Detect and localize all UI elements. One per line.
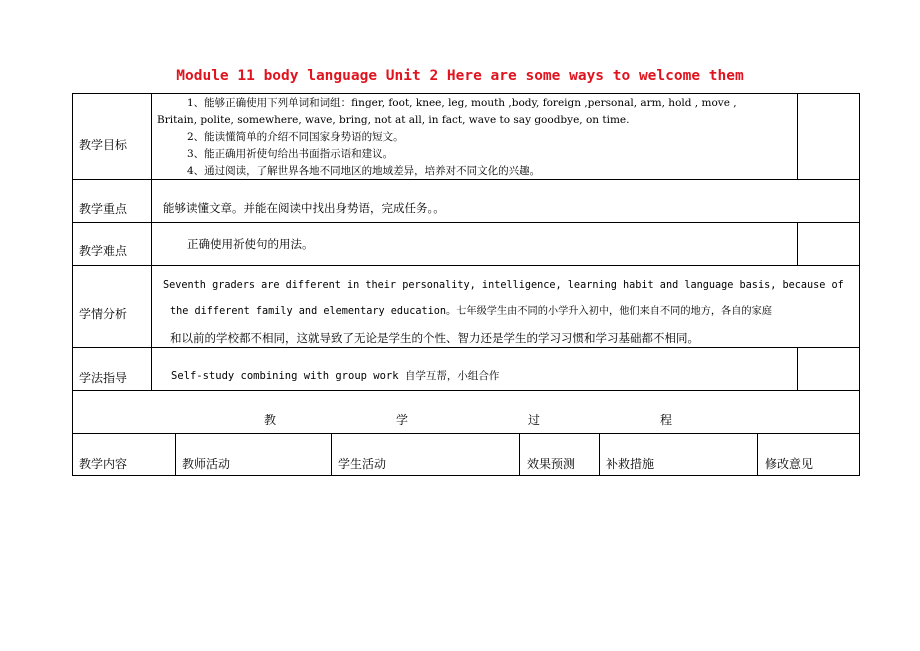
row-divider [72, 265, 860, 266]
header-column-divider [599, 433, 600, 476]
key-points-text: 能够读懂文章。并能在阅读中找出身势语，完成任务。。 [163, 201, 445, 215]
row-divider [72, 433, 860, 434]
difficult-points-label: 教学难点 [79, 244, 128, 258]
header-column-divider [519, 433, 520, 476]
difficult-points-text: 正确使用祈使句的用法。 [187, 237, 314, 251]
column-header-effect: 效果预测 [527, 457, 576, 471]
column-header-revision: 修改意见 [765, 457, 814, 471]
table-border-bottom [72, 475, 860, 476]
table-border-left [72, 93, 73, 476]
column-header-student: 学生活动 [338, 457, 387, 471]
process-heading-char-2: 学 [396, 413, 409, 427]
document-title: Module 11 body language Unit 2 Here are some ways to welcome them [176, 68, 744, 84]
notes-column-divider [797, 222, 798, 266]
objectives-line-4: 3、能正确用祈使句给出书面指示语和建议。 [187, 148, 394, 160]
column-header-remedy: 补救措施 [606, 457, 655, 471]
column-header-content: 教学内容 [79, 457, 128, 471]
analysis-line-1: Seventh graders are different in their personality, intelligence, learning habit and language basis, because of [163, 280, 844, 291]
label-column-divider [151, 93, 152, 391]
table-border-top [72, 93, 860, 94]
row-divider [72, 222, 860, 223]
method-text: Self-study combining with group work 自学互帮，小组合作 [171, 370, 500, 382]
key-points-label: 教学重点 [79, 202, 128, 216]
objectives-line-1: 1、能够正确使用下列单词和词组：finger, foot, knee, leg, mouth ,body, foreign ,personal, arm, hold , move , [187, 97, 737, 109]
objectives-line-5: 4、通过阅读，了解世界各地不同地区的地域差异，培养对不同文化的兴趣。 [187, 165, 541, 177]
row-divider [72, 390, 860, 391]
method-label: 学法指导 [79, 371, 128, 385]
objectives-line-2: Britain, polite, somewhere, wave, bring, not at all, in fact, wave to say goodbye, on time. [157, 114, 630, 126]
process-heading-char-4: 程 [660, 413, 673, 427]
objectives-line-3: 2、能读懂简单的介绍不同国家身势语的短文。 [187, 131, 404, 143]
notes-column-divider [797, 93, 798, 180]
header-column-divider [175, 433, 176, 476]
process-heading-char-1: 教 [264, 413, 277, 427]
header-column-divider [757, 433, 758, 476]
analysis-line-3: 和以前的学校都不相同，这就导致了无论是学生的个性、智力还是学生的学习习惯和学习基础都不相同。 [170, 331, 699, 345]
column-header-teacher: 教师活动 [182, 457, 231, 471]
notes-column-divider [797, 347, 798, 391]
table-border-right [859, 93, 860, 476]
analysis-label: 学情分析 [79, 307, 128, 321]
row-divider [72, 347, 860, 348]
objectives-label: 教学目标 [79, 138, 128, 152]
analysis-line-2: the different family and elementary education。七年级学生由不同的小学升入初中，他们来自不同的地方，各自的家庭 [170, 306, 772, 317]
header-column-divider [331, 433, 332, 476]
row-divider [72, 179, 860, 180]
process-heading-char-3: 过 [528, 413, 541, 427]
